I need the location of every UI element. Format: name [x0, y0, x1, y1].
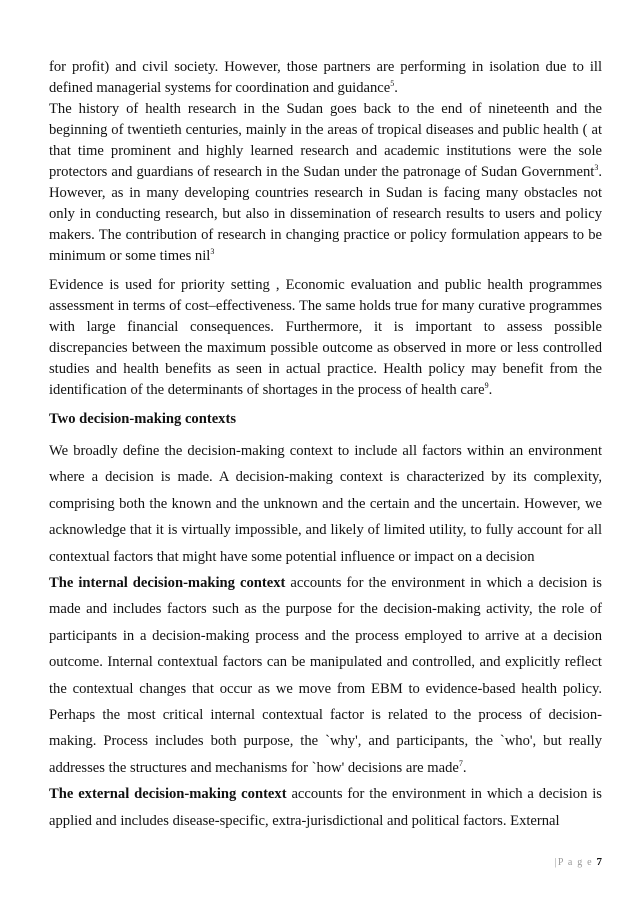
spacer — [49, 267, 602, 275]
bold-term: The internal decision-making context — [49, 575, 286, 592]
page-footer — [555, 856, 602, 868]
paragraph-decision-context-definition: We broadly define the decision-making context to include all factors within an environment where a decision is made. A decision-making context is characterized by its complexity, comprising both the known and the unknown and the certain and the uncertain. However, we acknowledge that it is virtually impossible, and likely of limited utility, to fully account for all contextual factors that might have some potential influence or impact on a decision — [49, 443, 602, 565]
reference-superscript: 7 — [458, 758, 463, 768]
paragraph-text: . However, as in many developing countries research in Sudan is facing many obstacles not only in conducting research, but also in dissemination of research results to users and policy makers. The contribution of research in changing practice or policy formulation appears to be minimum or some times nil — [49, 164, 602, 264]
page-number: 7 — [596, 856, 602, 868]
paragraph-internal-context — [49, 570, 602, 781]
reference-superscript: 3 — [594, 163, 599, 172]
page-label: |P a g e — [554, 857, 597, 868]
reference-superscript: 3 — [210, 247, 215, 256]
bold-term: The external decision-making context — [49, 786, 287, 803]
paragraph-text: Evidence is used for priority setting , Economic evaluation and public health programmes assessment in terms of cost–effectiveness. The same holds true for many curative programmes with large financial consequences. Furthermore, it is important to assess possible discrepancies between the maximum possible outcome as observed in more or less controlled studies and health benefits as seen in actual practice. Health policy may benefit from the identification of the determinants of shortages in the process of health care — [49, 277, 602, 398]
paragraph-partners-isolation — [49, 57, 602, 99]
paragraph-evidence-priority — [49, 275, 602, 401]
paragraph-text: for profit) and civil society. However, those partners are performing in isolation due to ill defined managerial systems for coordination and guidance — [49, 59, 602, 96]
paragraph-text: The history of health research in the Sudan goes back to the end of nineteenth and the beginning of twentieth centuries, mainly in the areas of tropical diseases and public health ( at that time prominent and highly learned research and academic institutions were the sole protectors and guardians of research in the Sudan under the patronage of Sudan Government — [49, 101, 602, 180]
paragraph-end: . — [394, 80, 398, 96]
section-heading: Two decision-making contexts — [49, 411, 237, 427]
reference-superscript: 9 — [484, 381, 489, 390]
paragraph-end: . — [488, 382, 493, 398]
reference-superscript: 5 — [390, 79, 395, 88]
paragraph-external-context — [49, 781, 602, 834]
spacer — [49, 430, 602, 438]
paragraph-text: accounts for the environment in which a decision is made and includes factors such as the purpose for the decision-making activity, the role of participants in a decision-making process and the process employed to arrive at a decision outcome. Internal contextual factors can be manipulated and controlled, and explicitly reflect the contextual changes that occur as we move from EBM to evidence-based health policy. Perhaps the most critical internal contextual factor is related to the process of decision-making. Process includes both purpose, the `why', and participants, the `who', but really addresses the structures and mechanisms for `how' decisions are made — [49, 575, 602, 776]
document-page — [49, 57, 602, 834]
paragraph-text: accounts for the environment in which a decision is applied and includes disease-specific, extra-jurisdictional and political factors. External — [49, 786, 602, 829]
spacer — [49, 401, 602, 409]
paragraph-end: . — [462, 759, 467, 776]
paragraph-history-health-research — [49, 99, 602, 267]
